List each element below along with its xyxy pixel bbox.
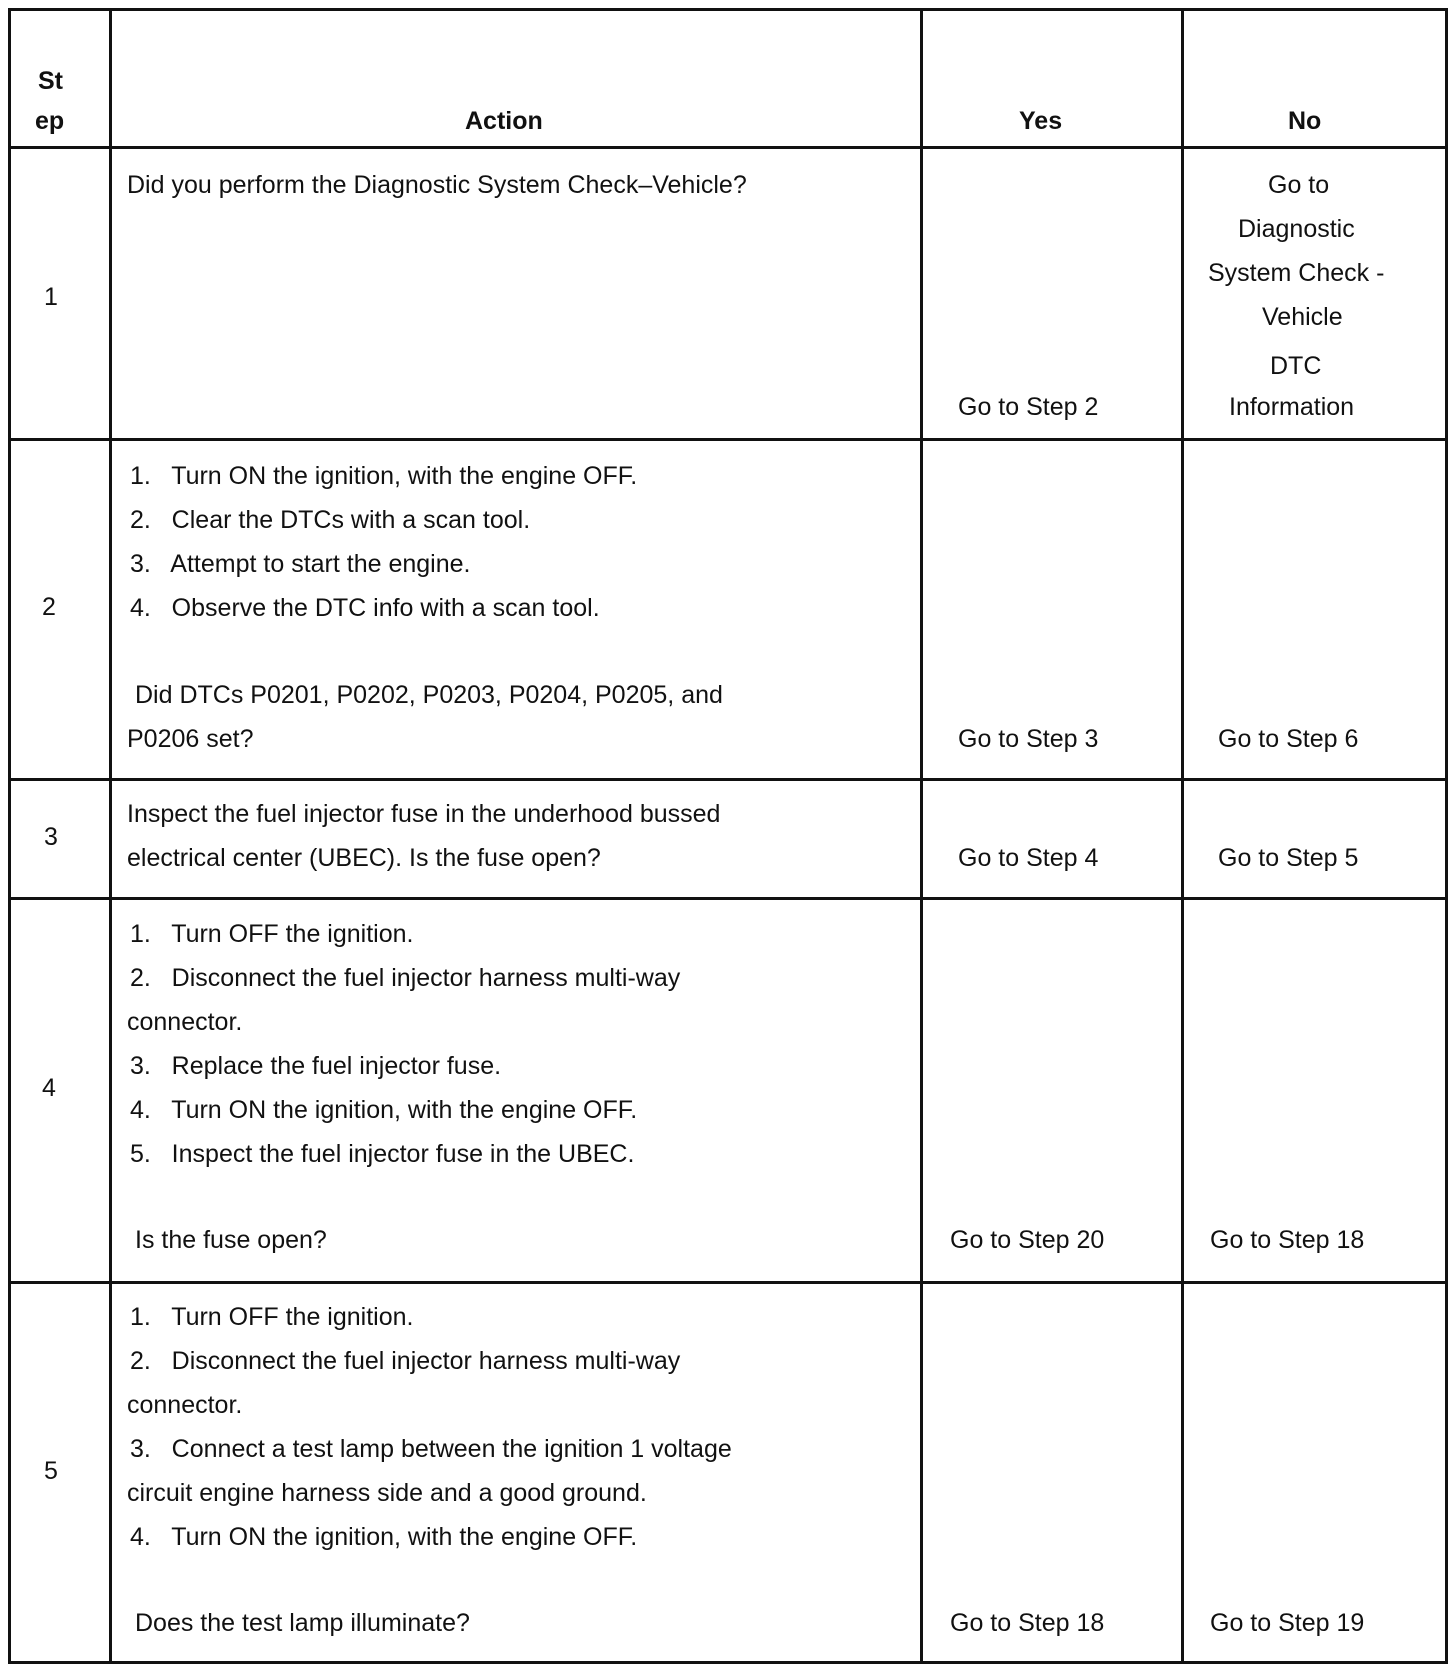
action-question-line: P0206 set? [127,725,254,753]
table-border-top [8,8,1448,11]
action-question-line: Did DTCs P0201, P0202, P0203, P0204, P0205, and [135,681,723,709]
row-divider [8,438,1448,441]
action-question: Is the fuse open? [135,1226,327,1254]
action-item: 2. Clear the DTCs with a scan tool. [130,506,531,534]
header-action: Action [465,107,543,135]
no-result-line: Vehicle [1262,303,1343,331]
action-question-line: Inspect the fuel injector fuse in the underhood bussed [127,800,721,828]
no-result-line: Information [1229,393,1355,421]
no-result: Go to Step 6 [1218,725,1359,753]
column-divider [920,8,923,1664]
action-item: 5. Inspect the fuel injector fuse in the UBEC. [130,1140,635,1168]
column-divider [109,8,112,1664]
column-divider [1181,8,1184,1664]
row-divider [8,1281,1448,1284]
table-border-bottom [8,1661,1448,1664]
action-item: 4. Observe the DTC info with a scan tool. [130,594,600,622]
table-border-left [8,8,11,1664]
yes-result: Go to Step 4 [958,844,1099,872]
no-result: Go to Step 19 [1210,1609,1365,1637]
header-no: No [1288,107,1322,135]
action-item: 3. Connect a test lamp between the ignition 1 voltage [130,1435,732,1463]
header-step-line2: ep [35,107,65,135]
action-item: 2. Disconnect the fuel injector harness multi-way [130,1347,681,1375]
no-result-line: System Check - [1208,259,1385,287]
no-result: Go to Step 18 [1210,1226,1365,1254]
action-item: 3. Replace the fuel injector fuse. [130,1052,502,1080]
yes-result: Go to Step 18 [950,1609,1105,1637]
action-question: Did you perform the Diagnostic System Check–Vehicle? [127,171,747,199]
yes-result: Go to Step 20 [950,1226,1105,1254]
action-item: circuit engine harness side and a good ground. [127,1479,647,1507]
row-divider [8,897,1448,900]
action-item: 1. Turn OFF the ignition. [130,1303,414,1331]
yes-result: Go to Step 3 [958,725,1099,753]
table-border-right [1445,8,1448,1664]
action-item: connector. [127,1391,243,1419]
header-step-line1: St [38,67,63,95]
step-number: 5 [44,1457,58,1485]
action-item: 3. Attempt to start the engine. [130,550,471,578]
no-result-line: Go to [1268,171,1330,199]
action-item: connector. [127,1008,243,1036]
action-question-line: electrical center (UBEC). Is the fuse open? [127,844,601,872]
action-item: 1. Turn OFF the ignition. [130,920,414,948]
header-yes: Yes [1019,107,1063,135]
row-divider [8,146,1448,149]
step-number: 3 [44,823,58,851]
yes-result: Go to Step 2 [958,393,1099,421]
action-item: 4. Turn ON the ignition, with the engine OFF. [130,1096,638,1124]
step-number: 1 [44,283,58,311]
row-divider [8,778,1448,781]
action-item: 2. Disconnect the fuel injector harness multi-way [130,964,681,992]
no-result-line: Diagnostic [1238,215,1355,243]
no-result-line: DTC [1270,352,1322,380]
action-item: 4. Turn ON the ignition, with the engine OFF. [130,1523,638,1551]
action-question: Does the test lamp illuminate? [135,1609,470,1637]
no-result: Go to Step 5 [1218,844,1359,872]
action-item: 1. Turn ON the ignition, with the engine OFF. [130,462,638,490]
step-number: 4 [42,1074,56,1102]
step-number: 2 [42,593,56,621]
